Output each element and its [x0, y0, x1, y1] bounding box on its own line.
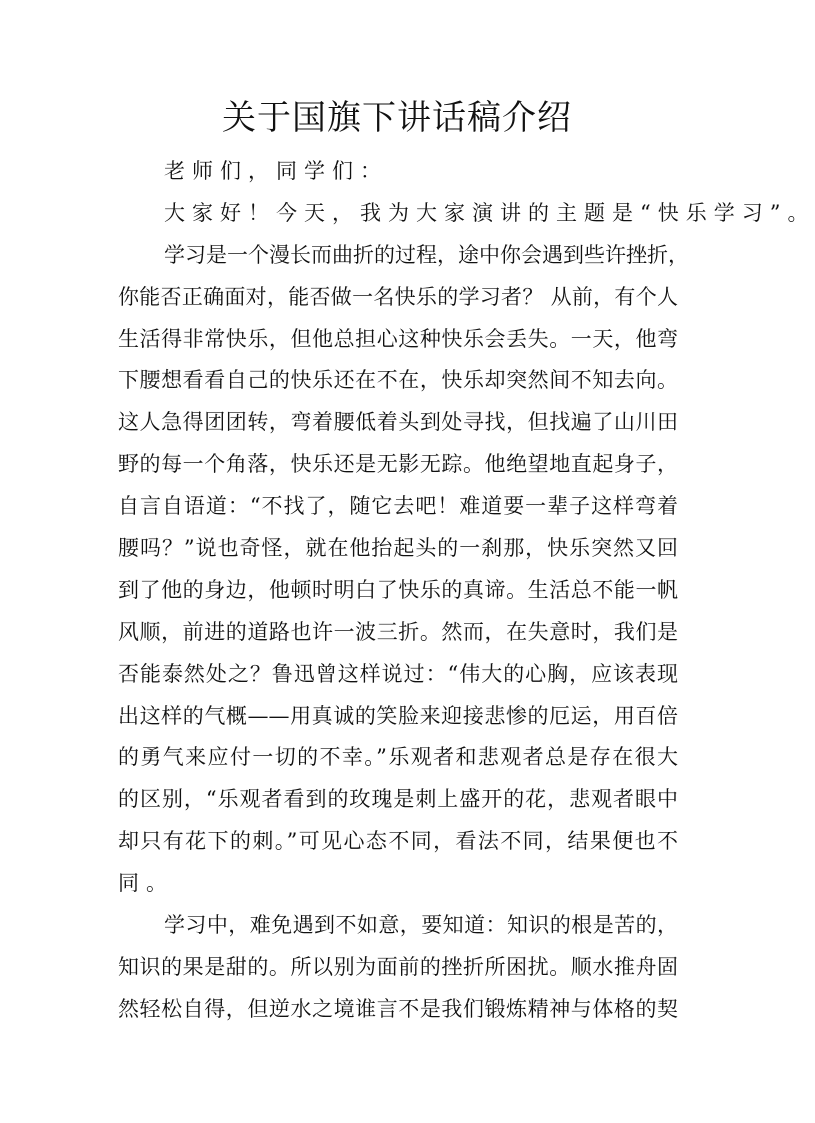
paragraph-line: 野的每一个角落，快乐还是无影无踪。他绝望地直起身子，	[118, 452, 678, 477]
paragraph	[118, 235, 689, 905]
paragraph-line: 生活得非常快乐，但他总担心这种快乐会丢失。一天，他弯	[118, 326, 678, 351]
paragraph-line: 同。	[118, 871, 174, 896]
paragraph-line: 的区别，“乐观者看到的玫瑰是刺上盛开的花，悲观者眼中	[118, 787, 678, 812]
paragraph-line: 出这样的气概——用真诚的笑脸来迎接悲惨的厄运，用百倍	[118, 703, 678, 728]
paragraph-line: 这人急得团团转，弯着腰低着头到处寻找，但找遍了山川田	[118, 410, 678, 435]
paragraph	[118, 905, 678, 1031]
paragraph-line: 自言自语道：“不找了，随它去吧！难道要一辈子这样弯着	[118, 494, 678, 519]
paragraph-line: 大家好！今天，我为大家演讲的主题是“快乐学习”。	[164, 200, 815, 225]
document-body	[118, 151, 815, 1031]
paragraph	[118, 193, 815, 235]
paragraph-line: 却只有花下的刺。”可见心态不同，看法不同，结果便也不	[118, 829, 678, 854]
paragraph-line: 到了他的身边，他顿时明白了快乐的真谛。生活总不能一帆	[118, 577, 678, 602]
paragraph-line: 下腰想看看自己的快乐还在不在，快乐却突然间不知去向。	[118, 368, 678, 393]
paragraph-line: 的勇气来应付一切的不幸。”乐观者和悲观者总是存在很大	[118, 745, 678, 770]
paragraph-line: 学习是一个漫长而曲折的过程，途中你会遇到些许挫折，	[164, 242, 689, 267]
paragraph-line: 你能否正确面对，能否做一名快乐的学习者？ 从前，有个人	[118, 284, 678, 309]
paragraph	[118, 151, 678, 193]
paragraph-line: 知识的果是甜的。所以别为面前的挫折所困扰。顺水推舟固	[118, 954, 678, 979]
paragraph-line: 老师们，同学们：	[164, 159, 388, 183]
document-title: 关于国旗下讲话稿介绍	[222, 98, 572, 138]
paragraph-line: 腰吗？”说也奇怪，就在他抬起头的一刹那，快乐突然又回	[118, 536, 678, 561]
paragraph-line: 风顺，前进的道路也许一波三折。然而，在失意时，我们是	[118, 619, 678, 644]
paragraph-line: 否能泰然处之？鲁迅曾这样说过：“伟大的心胸，应该表现	[118, 661, 678, 686]
paragraph-line: 然轻松自得，但逆水之境谁言不是我们锻炼精神与体格的契	[118, 996, 678, 1021]
paragraph-line: 学习中，难免遇到不如意，要知道：知识的根是苦的，	[164, 913, 678, 938]
